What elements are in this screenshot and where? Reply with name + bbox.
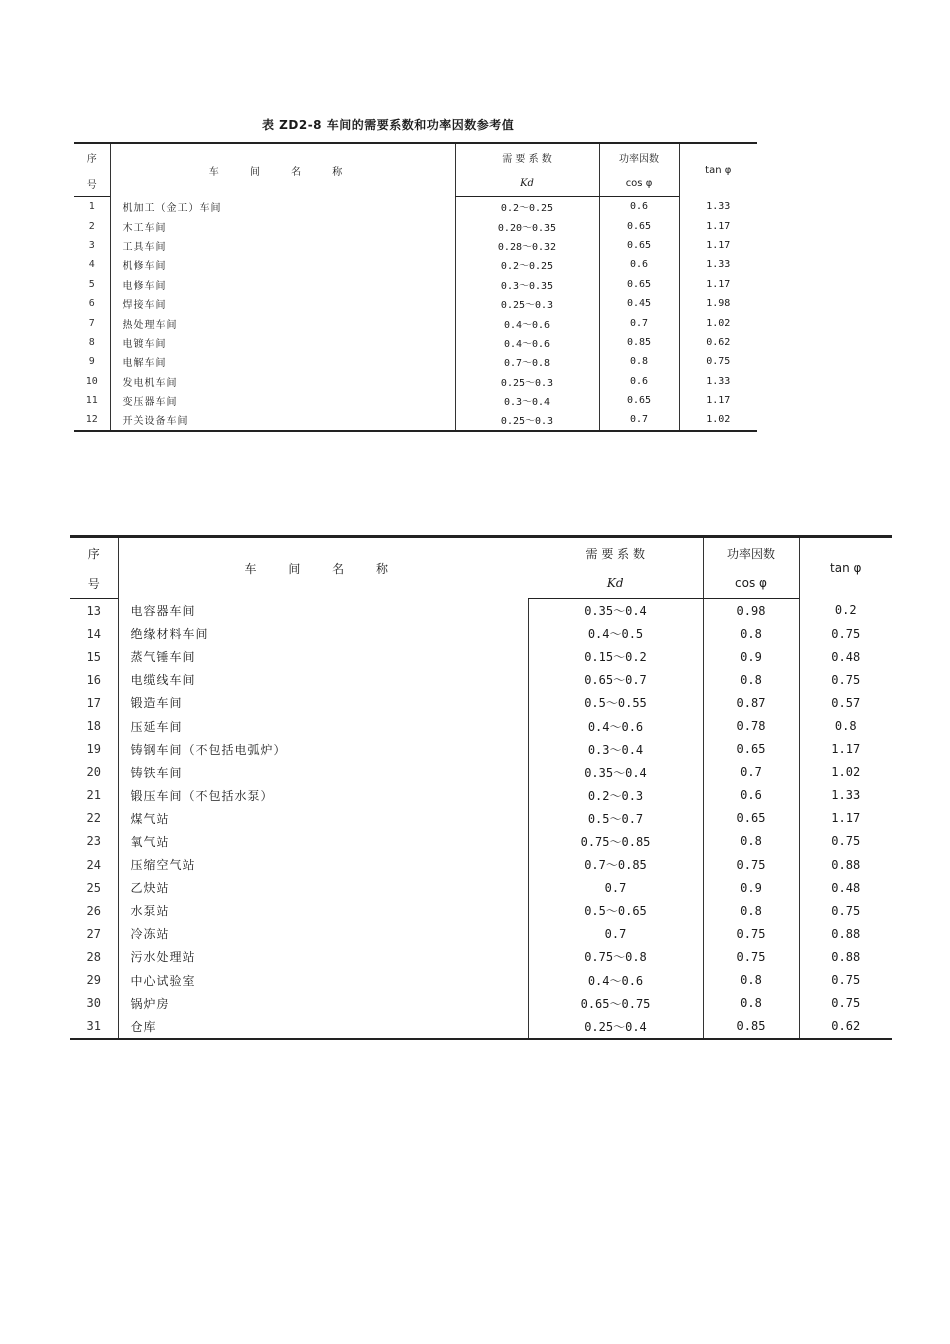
table-row <box>74 313 757 332</box>
workshop-name: 机加工（金工）车间 <box>110 197 455 217</box>
workshop-name: 电修车间 <box>110 275 455 294</box>
header-tan: tan φ <box>679 143 757 197</box>
tan-phi: 0.88 <box>799 922 892 945</box>
power-factor: 0.65 <box>703 807 799 830</box>
row-number: 1 <box>88 201 95 213</box>
table-row <box>70 830 892 853</box>
demand-coefficient: 0.35～0.4 <box>528 599 703 623</box>
demand-coefficient: 0.28～0.32 <box>455 236 599 255</box>
power-factor: 0.6 <box>599 197 679 217</box>
row-number: 13 <box>86 603 101 618</box>
tan-phi: 0.88 <box>799 945 892 968</box>
row-number: 6 <box>88 298 95 310</box>
tan-phi: 0.62 <box>679 333 757 352</box>
workshop-name: 木工车间 <box>110 216 455 235</box>
power-factor: 0.65 <box>703 738 799 761</box>
workshop-name: 变压器车间 <box>110 391 455 410</box>
row-number: 18 <box>86 719 101 734</box>
power-factor: 0.9 <box>703 645 799 668</box>
table-row <box>70 1015 892 1039</box>
row-number: 29 <box>86 973 101 988</box>
row-number: 9 <box>88 356 95 368</box>
workshop-name: 压延车间 <box>118 714 528 737</box>
tan-phi: 0.8 <box>799 714 892 737</box>
demand-coefficient: 0.3～0.4 <box>528 738 703 761</box>
tan-phi: 1.98 <box>679 294 757 313</box>
workshop-name: 工具车间 <box>110 236 455 255</box>
header-no-line1: 序 <box>74 143 110 170</box>
tan-phi: 1.02 <box>799 761 892 784</box>
power-factor: 0.85 <box>703 1015 799 1039</box>
workshop-name: 中心试验室 <box>118 969 528 992</box>
tan-phi: 1.33 <box>679 372 757 391</box>
table-row <box>70 922 892 945</box>
row-number: 5 <box>88 278 95 290</box>
power-factor: 0.65 <box>599 236 679 255</box>
workshop-name: 锻压车间（不包括水泵） <box>118 784 528 807</box>
header-cos-line2: cos φ <box>599 170 679 197</box>
tan-phi: 0.62 <box>799 1015 892 1039</box>
demand-coefficient: 0.25～0.3 <box>455 294 599 313</box>
table-row <box>74 333 757 352</box>
table-row <box>70 738 892 761</box>
table-row <box>74 294 757 313</box>
table-row <box>74 352 757 371</box>
demand-coefficient: 0.65～0.75 <box>528 992 703 1015</box>
tan-phi: 1.17 <box>679 391 757 410</box>
tan-phi: 0.75 <box>799 622 892 645</box>
tan-phi: 1.17 <box>679 275 757 294</box>
header-no-line2: 号 <box>74 170 110 197</box>
table-row <box>70 969 892 992</box>
row-number: 27 <box>86 926 101 941</box>
workshop-name: 电解车间 <box>110 352 455 371</box>
header-kd-line1: 需 要 系 数 <box>455 143 599 170</box>
power-factor: 0.75 <box>703 853 799 876</box>
demand-coefficient: 0.5～0.65 <box>528 899 703 922</box>
power-factor: 0.9 <box>703 876 799 899</box>
row-number: 11 <box>85 395 98 407</box>
table-row <box>70 899 892 922</box>
tan-phi: 1.17 <box>799 738 892 761</box>
table-row <box>74 255 757 274</box>
workshop-name: 机修车间 <box>110 255 455 274</box>
tan-phi: 1.02 <box>679 313 757 332</box>
table-row <box>74 236 757 255</box>
table-row <box>74 275 757 294</box>
tan-phi: 1.33 <box>679 255 757 274</box>
demand-coefficient: 0.15～0.2 <box>528 645 703 668</box>
demand-coefficient: 0.7～0.85 <box>528 853 703 876</box>
tan-phi: 1.02 <box>679 410 757 430</box>
table-row <box>70 784 892 807</box>
table-row <box>74 197 757 217</box>
table-row <box>70 622 892 645</box>
row-number: 15 <box>86 649 101 664</box>
table-row <box>70 761 892 784</box>
workshop-name: 铸铁车间 <box>118 761 528 784</box>
workshop-name: 发电机车间 <box>110 372 455 391</box>
workshop-name: 冷冻站 <box>118 922 528 945</box>
power-factor: 0.8 <box>703 622 799 645</box>
demand-coefficient: 0.5～0.55 <box>528 691 703 714</box>
header-workshop-name: 车 间 名 称 <box>118 537 528 599</box>
row-number: 22 <box>86 811 101 826</box>
demand-coefficient: 0.25～0.3 <box>455 410 599 430</box>
power-factor: 0.85 <box>599 333 679 352</box>
power-factor: 0.6 <box>703 784 799 807</box>
row-number: 7 <box>88 317 95 329</box>
demand-coefficient: 0.5～0.7 <box>528 807 703 830</box>
tan-phi: 0.75 <box>799 969 892 992</box>
tan-phi: 0.75 <box>799 830 892 853</box>
row-number: 3 <box>88 239 95 251</box>
workshop-name: 电缆线车间 <box>118 668 528 691</box>
tan-phi: 0.48 <box>799 876 892 899</box>
demand-coefficient: 0.4～0.6 <box>528 714 703 737</box>
demand-coefficient: 0.3～0.35 <box>455 275 599 294</box>
row-number: 2 <box>88 220 95 232</box>
tan-phi: 1.33 <box>799 784 892 807</box>
workshop-name: 焊接车间 <box>110 294 455 313</box>
workshop-name: 压缩空气站 <box>118 853 528 876</box>
table-row <box>70 853 892 876</box>
table-row <box>70 807 892 830</box>
demand-coefficient: 0.4～0.5 <box>528 622 703 645</box>
power-factor: 0.65 <box>599 391 679 410</box>
workshop-name: 污水处理站 <box>118 945 528 968</box>
demand-coefficient: 0.25～0.4 <box>528 1015 703 1039</box>
power-factor: 0.7 <box>599 313 679 332</box>
coefficient-table-part1 <box>74 142 757 432</box>
row-number: 10 <box>85 375 98 387</box>
header-kd-line1: 需 要 系 数 <box>528 537 703 569</box>
header-no-line2: 号 <box>70 568 118 599</box>
header-cos-line2: cos φ <box>703 568 799 599</box>
row-number: 26 <box>86 903 101 918</box>
power-factor: 0.7 <box>599 410 679 430</box>
header-kd-line2: Kd <box>528 568 703 599</box>
row-number: 28 <box>86 949 101 964</box>
tan-phi: 0.75 <box>799 992 892 1015</box>
table-row <box>74 372 757 391</box>
row-number: 19 <box>86 742 101 757</box>
demand-coefficient: 0.20～0.35 <box>455 216 599 235</box>
table-row <box>70 668 892 691</box>
table-row <box>70 691 892 714</box>
table-row <box>74 391 757 410</box>
row-number: 12 <box>74 410 110 430</box>
power-factor: 0.65 <box>599 275 679 294</box>
header-kd-line2: Kd <box>455 170 599 197</box>
demand-coefficient: 0.3～0.4 <box>455 391 599 410</box>
workshop-name: 蒸气锤车间 <box>118 645 528 668</box>
header-no-line1: 序 <box>70 537 118 569</box>
power-factor: 0.8 <box>703 668 799 691</box>
demand-coefficient: 0.4～0.6 <box>455 313 599 332</box>
table-caption: 表 ZD2-8 车间的需要系数和功率因数参考值 <box>262 118 515 132</box>
demand-coefficient: 0.7～0.8 <box>455 352 599 371</box>
power-factor: 0.45 <box>599 294 679 313</box>
row-number: 24 <box>86 857 101 872</box>
tan-phi: 1.17 <box>799 807 892 830</box>
workshop-name: 开关设备车间 <box>110 410 455 430</box>
workshop-name: 锻造车间 <box>118 691 528 714</box>
row-number: 4 <box>88 259 95 271</box>
demand-coefficient: 0.25～0.3 <box>455 372 599 391</box>
demand-coefficient: 0.2～0.25 <box>455 255 599 274</box>
table-row <box>74 216 757 235</box>
workshop-name: 煤气站 <box>118 807 528 830</box>
demand-coefficient: 0.7 <box>528 876 703 899</box>
tan-phi: 0.75 <box>799 899 892 922</box>
demand-coefficient: 0.35～0.4 <box>528 761 703 784</box>
power-factor: 0.87 <box>703 691 799 714</box>
power-factor: 0.6 <box>599 255 679 274</box>
demand-coefficient: 0.7 <box>528 922 703 945</box>
row-number: 17 <box>86 695 101 710</box>
workshop-name: 绝缘材料车间 <box>118 622 528 645</box>
power-factor: 0.8 <box>703 969 799 992</box>
power-factor: 0.75 <box>703 945 799 968</box>
tan-phi: 0.75 <box>799 668 892 691</box>
power-factor: 0.98 <box>703 599 799 623</box>
power-factor: 0.8 <box>703 899 799 922</box>
workshop-name: 热处理车间 <box>110 313 455 332</box>
power-factor: 0.8 <box>703 830 799 853</box>
tan-phi: 1.33 <box>679 197 757 217</box>
row-number: 16 <box>86 672 101 687</box>
power-factor: 0.65 <box>599 216 679 235</box>
demand-coefficient: 0.2～0.3 <box>528 784 703 807</box>
table-row <box>70 992 892 1015</box>
tan-phi: 0.48 <box>799 645 892 668</box>
power-factor: 0.8 <box>703 992 799 1015</box>
workshop-name: 铸钢车间（不包括电弧炉） <box>118 738 528 761</box>
workshop-name: 电容器车间 <box>118 599 528 623</box>
tan-phi: 0.75 <box>679 352 757 371</box>
power-factor: 0.8 <box>599 352 679 371</box>
demand-coefficient: 0.4～0.6 <box>455 333 599 352</box>
tan-phi: 1.17 <box>679 216 757 235</box>
workshop-name: 乙炔站 <box>118 876 528 899</box>
table-row <box>74 410 757 430</box>
power-factor: 0.78 <box>703 714 799 737</box>
demand-coefficient: 0.75～0.85 <box>528 830 703 853</box>
tan-phi: 1.17 <box>679 236 757 255</box>
row-number: 14 <box>86 626 101 641</box>
row-number: 21 <box>86 788 101 803</box>
row-number: 23 <box>86 834 101 849</box>
table-row <box>70 714 892 737</box>
power-factor: 0.7 <box>703 761 799 784</box>
table-row <box>70 599 892 623</box>
header-tan: tan φ <box>799 537 892 599</box>
header-cos-line1: 功率因数 <box>703 537 799 569</box>
workshop-name: 仓库 <box>118 1015 528 1039</box>
workshop-name: 氧气站 <box>118 830 528 853</box>
table-row <box>70 945 892 968</box>
row-number: 31 <box>70 1015 118 1039</box>
row-number: 25 <box>86 880 101 895</box>
row-number: 8 <box>88 336 95 348</box>
header-cos-line1: 功率因数 <box>599 143 679 170</box>
header-workshop-name: 车 间 名 称 <box>110 143 455 197</box>
coefficient-table-part2 <box>70 535 892 1040</box>
row-number: 30 <box>86 996 101 1011</box>
demand-coefficient: 0.2～0.25 <box>455 197 599 217</box>
table-row <box>70 876 892 899</box>
tan-phi: 0.88 <box>799 853 892 876</box>
demand-coefficient: 0.75～0.8 <box>528 945 703 968</box>
workshop-name: 锅炉房 <box>118 992 528 1015</box>
tan-phi: 0.57 <box>799 691 892 714</box>
demand-coefficient: 0.4～0.6 <box>528 969 703 992</box>
table-row <box>70 645 892 668</box>
workshop-name: 电镀车间 <box>110 333 455 352</box>
power-factor: 0.6 <box>599 372 679 391</box>
workshop-name: 水泵站 <box>118 899 528 922</box>
row-number: 20 <box>86 765 101 780</box>
power-factor: 0.75 <box>703 922 799 945</box>
tan-phi: 0.2 <box>799 599 892 623</box>
demand-coefficient: 0.65～0.7 <box>528 668 703 691</box>
